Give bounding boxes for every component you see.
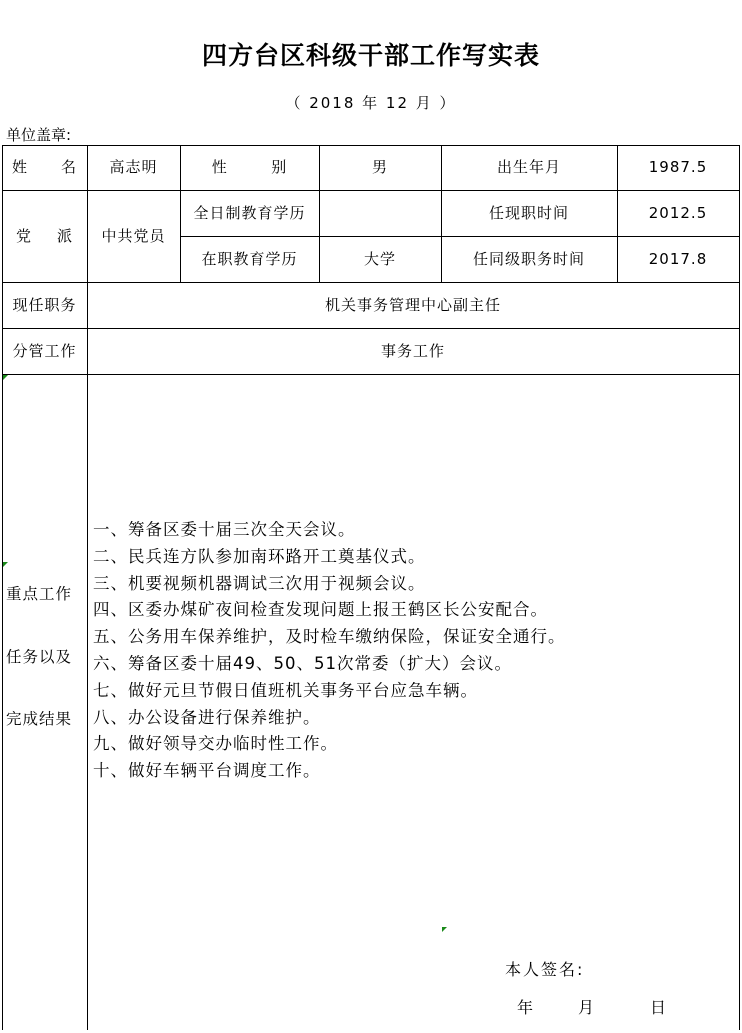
task-item: 四、区委办煤矿夜间检查发现问题上报王鹤区长公安配合。 [93,600,548,620]
fulltime-education-label: 全日制教育学历 [193,203,306,222]
task-item: 三、机要视频机器调试三次用于视频会议。 [93,573,426,593]
gender-label: 性 别 [211,158,288,177]
same-level-post-time-value: 2017.8 [648,249,708,268]
task-list [93,517,566,785]
current-post-time-value: 2012.5 [648,203,708,222]
fulltime-education-value [319,190,441,236]
unit-seal-label: 单位盖章: [6,126,72,144]
task-item: 二、民兵连方队参加南环路开工奠基仪式。 [93,546,426,566]
cell-comment-marker [442,927,447,932]
name-value: 高志明 [109,158,158,177]
current-post-time-label: 任现职时间 [488,203,569,222]
signature-day: 日 [650,998,667,1017]
task-item: 七、做好元旦节假日值班机关事务平台应急车辆。 [93,680,478,700]
name-label: 姓 名 [12,158,77,177]
key-tasks-label-line-1: 重点工作 [6,585,73,603]
party-value: 中共党员 [101,226,166,245]
key-tasks-label-line-3: 完成结果 [6,710,73,728]
gender-value: 男 [371,158,388,177]
party-label: 党 派 [16,226,73,245]
task-item: 一、筹备区委十届三次全天会议。 [93,520,356,539]
page-title: 四方台区科级干部工作写实表 [201,41,540,70]
responsibility-value: 事务工作 [380,341,445,360]
task-item: 五、公务用车保养维护，及时检车缴纳保险，保证安全通行。 [93,627,566,647]
signature-year: 年 [517,998,534,1017]
inservice-education-value: 大学 [363,249,396,268]
same-level-post-time-label: 任同级职务时间 [472,249,585,268]
signature-month: 月 [578,998,595,1017]
key-tasks-label-line-2: 任务以及 [6,648,73,666]
current-position-label: 现任职务 [12,295,77,314]
task-item: 九、做好领导交办临时性工作。 [93,734,338,754]
current-position-value: 机关事务管理中心副主任 [324,295,501,314]
cell-comment-marker [3,562,8,567]
responsibility-label: 分管工作 [12,341,77,360]
task-item: 十、做好车辆平台调度工作。 [93,761,321,781]
birth-date-value: 1987.5 [648,158,708,177]
task-item: 六、筹备区委十届49、50、51次常委（扩大）会议。 [93,653,512,673]
task-item: 八、办公设备进行保养维护。 [93,707,321,727]
inservice-education-label: 在职教育学历 [201,249,298,268]
signature-label: 本人签名: [505,960,585,979]
birth-date-label: 出生年月 [496,158,561,177]
report-period: （ 2018 年 12 月 ） [285,94,457,112]
cell-comment-marker [3,375,8,380]
